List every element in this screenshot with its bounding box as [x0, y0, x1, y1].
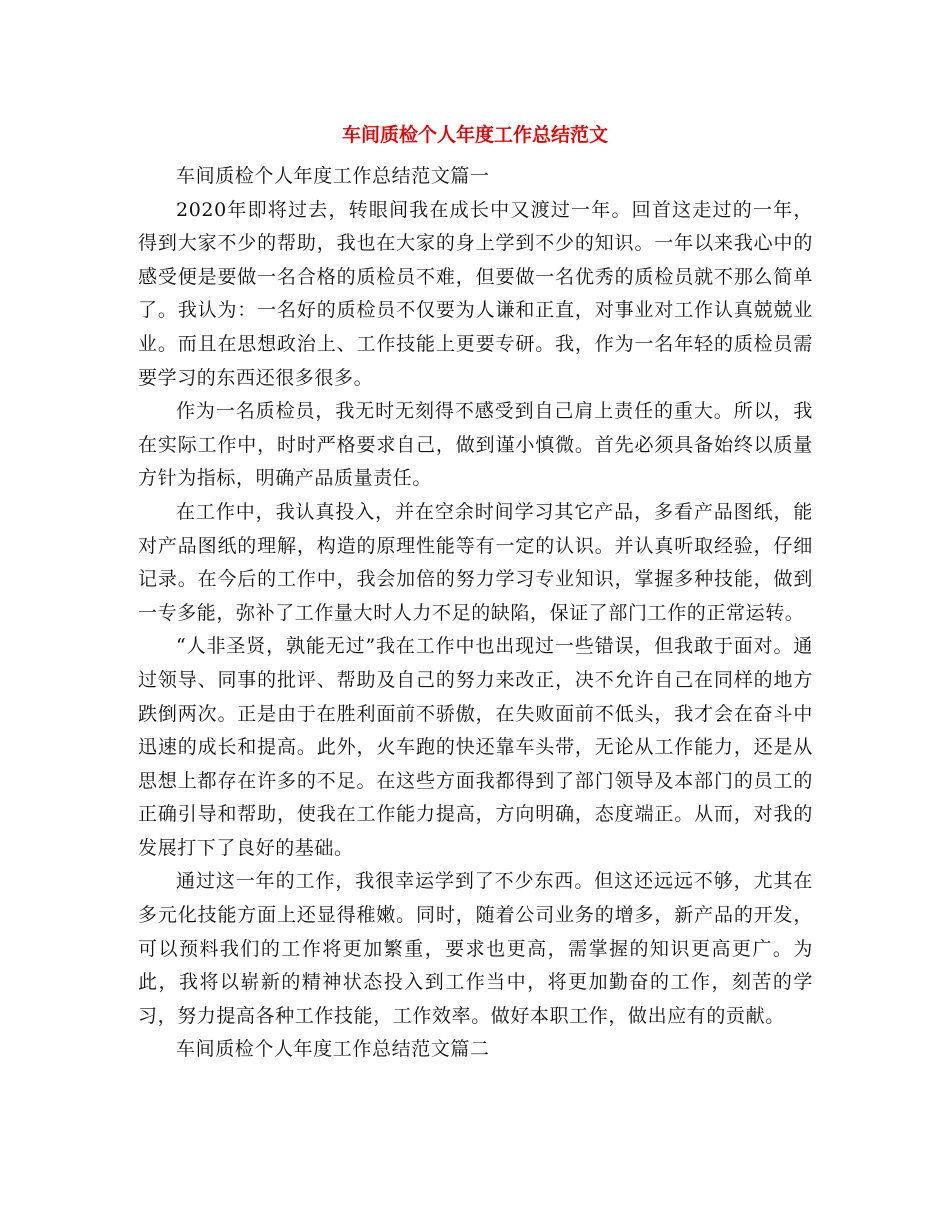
paragraph-1: 2020年即将过去，转眼间我在成长中又渡过一年。回首这走过的一年，得到大家不少的帮助，我也在大家的身上学到不少的知识。一年以来我心中的感受便是要做一名合格的质检员不难，但要做一名优秀的质检员就不那么简单了。我认为：一名好的质检员不仅要为人谦和正直，对事业对工作认真兢兢业业。而且在思想政治上、工作技能上更要专研。我，作为一名年轻的质检员需要学习的东西还很多很多。 — [138, 198, 813, 389]
paragraph-4: “人非圣贤，孰能无过”我在工作中也出现过一些错误，但我敢于面对。通过领导、同事的批评、帮助及自己的努力来改正，决不允许自己在同样的地方跌倒两次。正是由于在胜利面前不骄傲，在失败面前不低头，我才会在奋斗中迅速的成长和提高。此外，火车跑的快还靠车头带，无论从工作能力，还是从思想上都存在许多的不足。在这些方面我都得到了部门领导及本部门的员工的正确引导和帮助，使我在工作能力提高，方向明确，态度端正。从而，对我的发展打下了良好的基础。 — [138, 635, 813, 859]
document-body — [138, 160, 813, 1067]
section-heading-2: 车间质检个人年度工作总结范文篇二 — [176, 1038, 490, 1061]
document-title: 车间质检个人年度工作总结范文 — [341, 124, 608, 146]
paragraph-5: 通过这一年的工作，我很幸运学到了不少东西。但这还远远不够，尤其在多元化技能方面上还显得稚嫩。同时，随着公司业务的增多，新产品的开发，可以预料我们的工作将更加繁重，要求也更高，需掌握的知识更高更广。为此，我将以崭新的精神状态投入到工作当中，将更加勤奋的工作，刻苦的学习，努力提高各种工作技能，工作效率。做好本职工作，做出应有的贡献。 — [138, 870, 813, 1027]
paragraph-2: 作为一名质检员，我无时无刻得不感受到自己肩上责任的重大。所以，我在实际工作中，时时严格要求自己，做到谨小慎微。首先必须具备始终以质量方针为指标，明确产品质量责任。 — [138, 400, 813, 490]
paragraph-3: 在工作中，我认真投入，并在空余时间学习其它产品，多看产品图纸，能对产品图纸的理解，构造的原理性能等有一定的认识。并认真听取经验，仔细记录。在今后的工作中，我会加倍的努力学习专业知识，掌握多种技能，做到一专多能，弥补了工作量大时人力不足的缺陷，保证了部门工作的正常运转。 — [138, 500, 813, 624]
section-heading-1: 车间质检个人年度工作总结范文篇一 — [176, 165, 490, 187]
